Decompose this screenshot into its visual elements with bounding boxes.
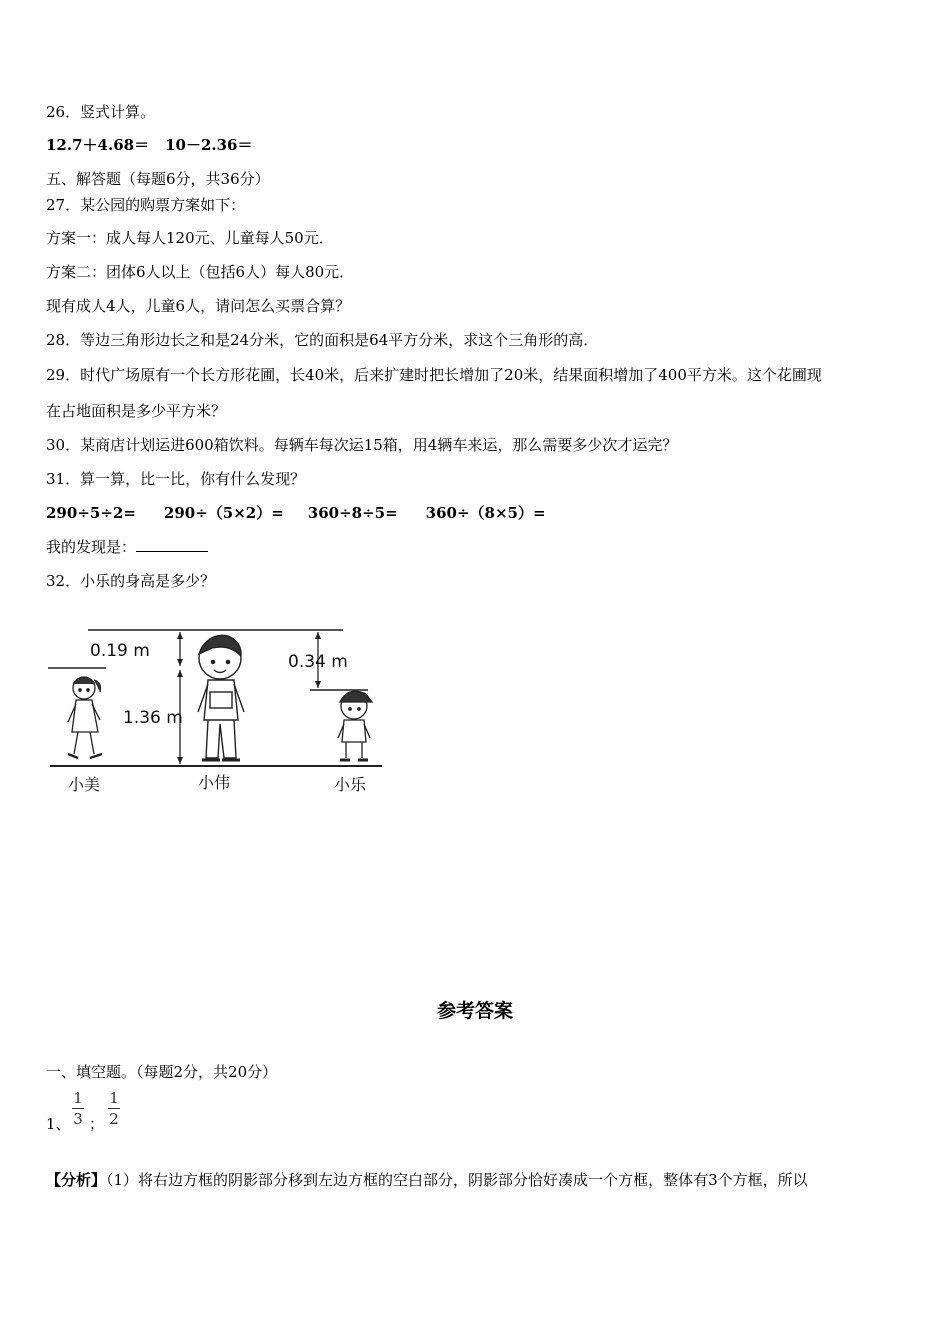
label-diff-left: 0.19 m [90,641,150,661]
q26-expr-2: 10－2.36＝ [165,136,253,154]
name-xiaole: 小乐 [334,775,367,794]
arrowhead [177,670,183,677]
q32-title: 32．小乐的身高是多少？ [46,572,216,590]
q27-title: 27．某公园的购票方案如下： [46,196,246,214]
boy-tall-figure [198,635,244,760]
analysis-tag: 【分析】 [46,1171,107,1189]
label-diff-right: 0.34 m [288,652,348,672]
answer-1-separator: ； [89,1115,105,1133]
answers-title: 参考答案 [436,1000,513,1022]
fraction-1-denominator: 3 [73,1110,83,1128]
name-xiaomei: 小美 [68,775,101,794]
answers-section-1: 一、填空题。（每题2分，共20分） [46,1063,278,1081]
analysis-text: （1）将右边方框的阴影部分移到左边方框的空白部分，阴影部分恰好凑成一个方框，整体有3个方框，所以 [106,1171,808,1189]
fraction-2-denominator: 2 [109,1110,119,1128]
q31-expr-1: 290÷5÷2= [46,504,136,522]
q26-title: 26．竖式计算。 [46,103,156,121]
q31-title: 31．算一算，比一比，你有什么发现？ [46,470,306,488]
arrowhead [177,757,183,764]
arrowhead [315,632,321,639]
height-comparison-figure [48,620,393,800]
q26-expr-1: 12.7＋4.68＝ [46,136,150,154]
fraction-2-numerator: 1 [109,1089,119,1107]
fraction-1-bar [72,1108,84,1109]
answer-1-fraction-1 [72,1090,84,1127]
q26-expressions [46,135,253,155]
q29-line-1: 29．时代广场原有一个长方形花圃，长40米，后来扩建时把长增加了20米，结果面积增加了400平方米。这个花圃现 [46,366,822,384]
fraction-2-bar [108,1108,120,1109]
q27-question: 现有成人4人，儿童6人，请问怎么买票合算？ [46,297,351,315]
q31-finding [46,537,208,557]
q27-plan-1: 方案一：成人每人120元、儿童每人50元． [46,229,334,247]
boy-short-figure [338,691,372,760]
answer-1-fraction-2 [108,1090,120,1127]
arrowhead [315,681,321,688]
q30-text: 30．某商店计划运进600箱饮料。每辆车每次运15箱，用4辆车来运，那么需要多少次才运完？ [46,436,678,454]
girl-figure [68,677,102,758]
q31-expressions [46,503,546,523]
label-height-left: 1.36 m [123,708,183,728]
q31-finding-label: 我的发现是： [46,538,137,556]
q31-answer-blank[interactable] [136,537,208,552]
answer-1-prefix: 1、 [46,1115,71,1133]
analysis-paragraph [46,1170,808,1190]
q28-text: 28．等边三角形边长之和是24分米，它的面积是64平方分米，求这个三角形的高． [46,331,599,349]
q31-expr-3: 360÷8÷5= [307,504,398,522]
fraction-1-numerator: 1 [73,1089,83,1107]
arrowhead [177,632,183,639]
section-5-heading: 五、解答题（每题6分，共36分） [46,170,270,188]
q27-plan-2: 方案二：团体6人以上（包括6人）每人80元． [46,263,355,281]
q29-line-2: 在占地面积是多少平方米？ [46,402,227,420]
arrowhead [177,659,183,666]
q31-expr-2: 290÷（5×2）= [163,504,284,522]
q31-expr-4: 360÷（8×5）= [425,504,546,522]
name-xiaowei: 小伟 [198,773,231,792]
